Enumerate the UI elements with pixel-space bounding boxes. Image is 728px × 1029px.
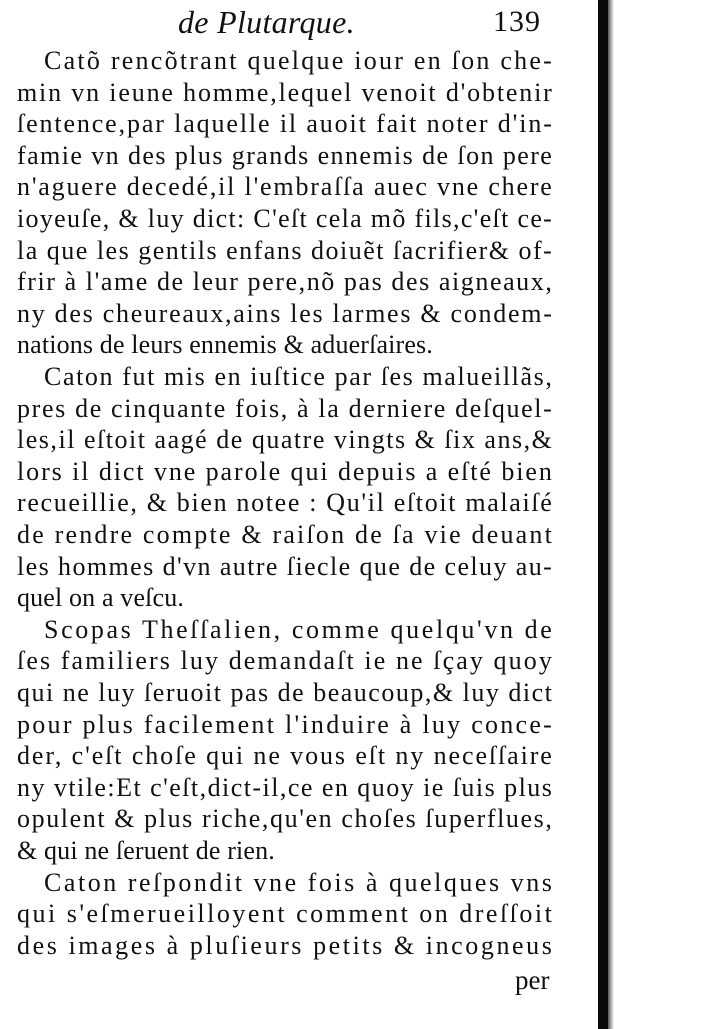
text-line: min vn ieune homme,lequel venoit d'obtenir <box>17 77 554 107</box>
running-title: de Plutarque. <box>178 4 355 40</box>
binding-gutter <box>598 0 608 1029</box>
text-line: recueillie, & bien notee : Qu'il eſtoit malaiſé <box>17 488 554 518</box>
text-line: pres de cinquante fois, à la derniere deſquel- <box>17 393 554 423</box>
binding-shadow <box>608 0 614 1029</box>
text-line: ſentence,par laquelle il auoit fait noter d'in- <box>17 109 554 139</box>
text-line: des images à pluſieurs petits & incogneus <box>17 930 555 960</box>
text-line: pour plus facilement l'induire à luy conce- <box>17 709 555 739</box>
text-line: frir à l'ame de leur pere,nõ pas des aigneaux, <box>17 267 554 297</box>
text-line: quel on a veſcu. <box>17 583 185 613</box>
text-line: nations de leurs ennemis & aduerſaires. <box>17 330 433 360</box>
text-line: ny des cheureaux,ains les larmes & condem- <box>17 298 554 328</box>
text-line: les hommes d'vn autre ſiecle que de celuy au- <box>17 551 554 581</box>
text-line: qui ne luy ſeruoit pas de beaucoup,& luy dict <box>17 678 554 707</box>
text-line: n'aguere decedé,il l'embraſſa auec vne chere <box>17 172 554 202</box>
text-line: ſes familiers luy demandaſt ie ne ſçay quoy <box>17 646 554 676</box>
text-line: Catõ rencõtrant quelque iour en ſon che- <box>44 46 555 75</box>
text-line: ny vtile:Et c'eſt,dict-il,ce en quoy ie ſuis plus <box>17 772 554 802</box>
text-line: la que les gentils enfans doiuẽt ſacrifier& of- <box>17 235 554 265</box>
text-line: & qui ne ſeruent de rien. <box>17 836 275 865</box>
text-line: famie vn des plus grands ennemis de ſon pere <box>17 140 554 170</box>
text-line: opulent & plus riche,qu'en choſes ſuperflues, <box>17 804 554 834</box>
page-number: 139 <box>493 5 541 38</box>
text-line: Caton fut mis en iuſtice par ſes malueillãs, <box>44 362 554 391</box>
text-line: ioyeuſe, & luy dict: C'eſt cela mõ fils,c'eſt ce- <box>17 204 554 233</box>
text-line: der, c'eſt choſe qui ne vous eſt ny neceſſaire <box>17 741 554 771</box>
text-line: de rendre compte & raiſon de ſa vie deuant <box>17 520 555 549</box>
text-line: lors il dict vne parole qui depuis a eſté bien <box>17 456 554 486</box>
catchword: per <box>515 965 550 996</box>
text-line: qui s'eſmerueilloyent comment on dreſſoit <box>17 899 555 929</box>
text-line: Caton reſpondit vne fois à quelques vns <box>44 867 555 897</box>
text-line: Scopas Theſſalien, comme quelqu'vn de <box>44 614 555 644</box>
text-line: les,il eſtoit aagé de quatre vingts & ſix ans,& <box>17 425 554 455</box>
